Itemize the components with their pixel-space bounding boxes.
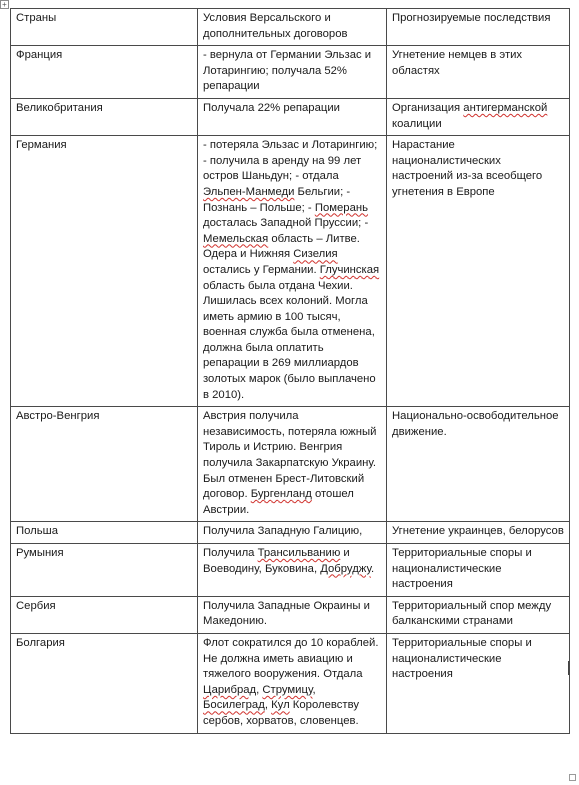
header-consequences: Прогнозируемые последствия (387, 9, 570, 46)
consequences-cell: Территориальный спор между балканскими странами (387, 596, 570, 633)
table-row (11, 522, 570, 544)
header-conditions: Условия Версальского и дополнительных договоров (198, 9, 387, 46)
consequences-cell (387, 98, 570, 135)
table-row (11, 596, 570, 633)
conditions-cell (198, 407, 387, 522)
country-cell: Румыния (11, 544, 198, 597)
text-span: Королевству сербов, хорватов, словенцев. (203, 699, 359, 727)
text-span: Организация (392, 101, 464, 114)
text-span: коалиции (392, 117, 442, 130)
text-span: , (256, 683, 263, 696)
conditions-cell: Получила Западные Окраины и Македонию. (198, 596, 387, 633)
misspelled-word: Бургенланд (250, 488, 312, 501)
misspelled-word: Царибрад (203, 683, 257, 696)
conditions-cell: Получила Западную Галицию, (198, 522, 387, 544)
misspelled-word: Померань (314, 201, 368, 214)
consequences-cell: Нарастание националистических настроений из-за всеобщего угнетения в Европе (387, 136, 570, 407)
text-span: - потеряла Эльзас и Лотарингию; - получила в аренду на 99 лет остров Шаньдун; - отдала (203, 139, 378, 183)
misspelled-word: Сизелия (293, 248, 338, 261)
table-row (11, 407, 570, 522)
text-span: . (371, 562, 375, 575)
table-resize-handle-icon[interactable] (569, 774, 576, 781)
treaty-table (10, 8, 570, 734)
conditions-cell: - вернула от Германии Эльзас и Лотарингию; получала 52% репарации (198, 46, 387, 99)
text-span: область – Литве. Одера и Нижняя (203, 232, 360, 261)
text-span: область была отдана Чехии. Лишилась всех колоний. Могла иметь армию в 100 тысяч, военная служба была отменена, должна была оплатить репарации в 269 миллиардов золотых марок (было выплачено в 2010). (203, 279, 376, 401)
text-span: досталась Западной Пруссии; - (203, 217, 369, 230)
text-span: и Воеводину, Буковина, (203, 547, 350, 575)
conditions-cell (198, 544, 387, 597)
table-row (11, 136, 570, 407)
text-cursor (568, 661, 569, 675)
text-span: , (312, 683, 316, 696)
conditions-cell (198, 136, 387, 407)
conditions-cell: Получала 22% репарации (198, 98, 387, 135)
text-span: Флот сократился до 10 кораблей. Не должна иметь авиацию и тяжелого вооружения. Отдала (203, 636, 379, 681)
table-move-handle-icon[interactable]: + (0, 0, 9, 9)
table-row (11, 544, 570, 597)
misspelled-word: Эльпен-Манмеди (203, 185, 295, 198)
country-cell: Австро-Венгрия (11, 407, 198, 522)
country-cell: Сербия (11, 596, 198, 633)
table-row (11, 98, 570, 135)
misspelled-word: Босилеград (203, 699, 265, 712)
misspelled-word: Кул (271, 699, 290, 712)
text-span: Австрия получила независимость, потеряла южный Тироль и Истрию. Венгрия получила Закарпатскую Украину. Был отменен Брест-Литовский договор. (203, 410, 377, 501)
misspelled-word: Глучинская (319, 263, 380, 276)
misspelled-word: Добруджу (320, 562, 371, 575)
country-cell: Болгария (11, 633, 198, 733)
consequences-cell: Территориальные споры и националистические настроения (387, 633, 570, 733)
country-cell: Франция (11, 46, 198, 99)
misspelled-word: Трансильванию (257, 547, 341, 559)
table-row (11, 633, 570, 733)
consequences-cell: Территориальные споры и националистические настроения (387, 544, 570, 597)
table-header-row (11, 9, 570, 46)
text-span: Получила (203, 547, 258, 559)
text-span: отошел Австрии. (203, 488, 354, 516)
country-cell: Польша (11, 522, 198, 544)
conditions-cell (198, 633, 387, 733)
misspelled-word: Мемельская (203, 232, 269, 245)
consequences-cell: Национально-освободительное движение. (387, 407, 570, 522)
consequences-cell: Угнетение немцев в этих областях (387, 46, 570, 99)
header-countries: Страны (11, 9, 198, 46)
text-span: остались у Германии. (203, 263, 320, 276)
table-row (11, 46, 570, 99)
country-cell: Великобритания (11, 98, 198, 135)
text-span: Бельгии; - Познань – Польше; - (203, 185, 351, 214)
misspelled-word: Струмицу (262, 683, 313, 696)
consequences-cell: Угнетение украинцев, белорусов (387, 522, 570, 544)
misspelled-word: антигерманской (463, 101, 548, 114)
text-span: , (264, 699, 272, 712)
country-cell: Германия (11, 136, 198, 407)
